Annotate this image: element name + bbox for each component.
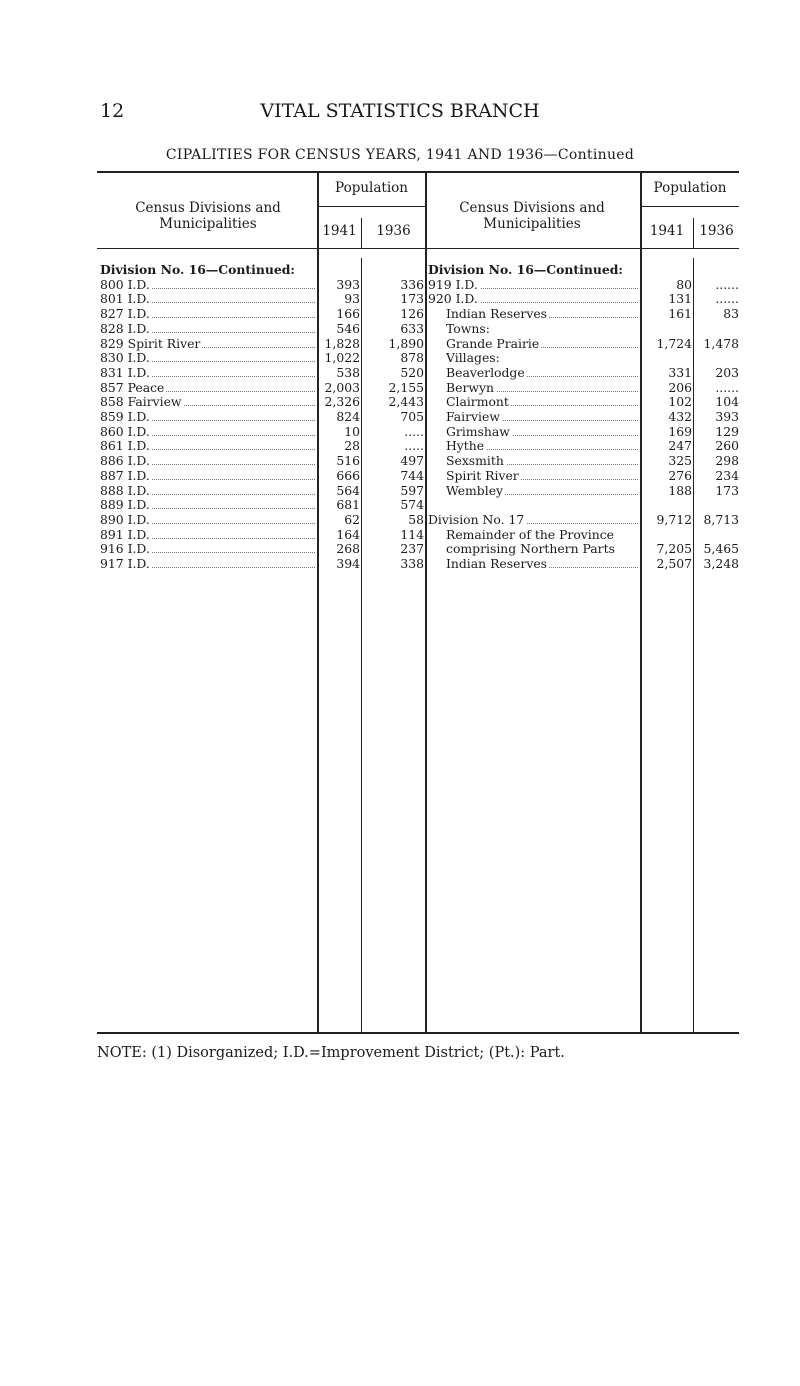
row-label-text: 887 I.D.	[100, 468, 150, 483]
row-label	[428, 292, 639, 306]
row-label	[446, 351, 639, 365]
value-1941: 62	[344, 511, 360, 527]
value-1936: .....	[404, 423, 424, 439]
row-label-text: 891 I.D.	[100, 527, 150, 542]
row-label-text: 829 Spirit River	[100, 336, 201, 351]
left-label-header: Census Divisions and Municipalities	[135, 200, 281, 232]
row-label-text: 857 Peace	[100, 380, 165, 395]
value-1936: 336	[400, 276, 424, 292]
value-1936: 2,443	[388, 394, 424, 410]
value-1941: 538	[336, 364, 360, 380]
row-label-text: Grande Prairie	[446, 336, 540, 351]
table-top-rule	[97, 171, 739, 173]
row-label-text: 827 I.D.	[100, 307, 150, 322]
row-label-text: Villages:	[446, 351, 500, 366]
row-label	[446, 395, 639, 409]
row-label-text: 860 I.D.	[100, 424, 150, 439]
value-1941: 2,326	[324, 394, 360, 410]
value-1936: .....	[404, 438, 424, 454]
row-label-text: 886 I.D.	[100, 454, 150, 469]
value-1941: 166	[336, 306, 360, 322]
value-1936: 58	[408, 511, 424, 527]
value-1941: 276	[668, 467, 692, 483]
row-label	[446, 337, 639, 351]
row-label-text: 800 I.D.	[100, 277, 150, 292]
row-label	[446, 439, 639, 453]
value-1936: 129	[715, 423, 739, 439]
row-label-text: 861 I.D.	[100, 439, 150, 454]
page-number: 12	[100, 100, 125, 122]
left-population-header: Population	[335, 180, 408, 196]
value-1941: 2,507	[656, 556, 692, 571]
value-1941: 1,828	[324, 335, 360, 351]
value-1941: 169	[668, 423, 692, 439]
value-1936: 5,465	[703, 541, 739, 557]
row-label-text: Grimshaw	[446, 424, 510, 439]
value-1936: 83	[723, 306, 739, 322]
value-1941: 188	[668, 482, 692, 498]
value-1941: 10	[344, 423, 360, 439]
row-label-text: 858 Fairview	[100, 395, 182, 410]
row-label-text: 919 I.D.	[428, 277, 478, 292]
footnote: NOTE: (1) Disorganized; I.D.=Improvement District; (Pt.): Part.	[97, 1045, 565, 1061]
row-label	[446, 410, 639, 424]
right-year-1941-header: 1941	[649, 223, 685, 239]
value-1936: 497	[400, 453, 424, 469]
row-label-text: 859 I.D.	[100, 410, 150, 424]
row-label	[446, 381, 639, 395]
value-1941: 331	[668, 364, 692, 380]
value-1936: 3,248	[703, 556, 739, 571]
row-label	[428, 513, 639, 527]
value-1936: 298	[715, 453, 739, 469]
row-label-text: Hythe	[446, 439, 485, 454]
row-label-text: Spirit River	[446, 468, 519, 483]
value-1941: 2,003	[324, 379, 360, 395]
row-label	[446, 528, 639, 542]
value-1936: 338	[400, 556, 424, 571]
row-label-text: Fairview	[446, 410, 500, 424]
value-1941: 131	[668, 291, 692, 307]
row-label	[428, 498, 639, 512]
value-1936: 126	[400, 306, 424, 322]
value-1936: ......	[715, 291, 739, 307]
row-label-text: Wembley	[446, 483, 504, 498]
value-1941: 681	[336, 497, 360, 513]
row-label-text: 889 I.D.	[100, 498, 150, 513]
value-1936: 393	[715, 409, 739, 424]
row-label-text: 801 I.D.	[100, 292, 150, 307]
row-label-text: 916 I.D.	[100, 542, 150, 557]
row-label	[100, 263, 316, 277]
value-1936: 705	[400, 409, 424, 424]
row-label-text: Towns:	[446, 321, 490, 336]
value-1941: 432	[668, 409, 692, 424]
value-1936: 1,478	[703, 335, 739, 351]
right-label-header: Census Divisions and Municipalities	[459, 200, 605, 232]
value-1936: 1,890	[388, 335, 424, 351]
value-1941: 394	[336, 556, 360, 571]
value-1941: 80	[676, 276, 692, 292]
row-label-text: 831 I.D.	[100, 365, 150, 380]
value-1941: 393	[336, 276, 360, 292]
table-subtitle: CIPALITIES FOR CENSUS YEARS, 1941 AND 1936—Continued	[165, 147, 635, 163]
row-label-text: 920 I.D.	[428, 292, 478, 307]
row-label-text: Indian Reserves	[446, 307, 548, 322]
value-1941: 564	[336, 482, 360, 498]
value-1941: 1,724	[656, 335, 692, 351]
row-label	[428, 278, 639, 292]
value-1941: 546	[336, 320, 360, 336]
row-label	[446, 542, 639, 556]
value-1941: 666	[336, 467, 360, 483]
row-label-text: 828 I.D.	[100, 321, 150, 336]
row-label-text: 890 I.D.	[100, 512, 150, 527]
row-label-text: Division No. 17	[428, 512, 525, 527]
value-1936: 173	[715, 482, 739, 498]
row-label-text: Remainder of the Province	[446, 527, 615, 542]
value-1941: 516	[336, 453, 360, 469]
row-label-text: Division No. 16—Continued:	[428, 263, 623, 277]
value-1941: 325	[668, 453, 692, 469]
row-label-text: Beaverlodge	[446, 365, 525, 380]
row-label	[428, 263, 639, 277]
value-1941: 824	[336, 409, 360, 424]
row-label	[446, 557, 639, 571]
value-1941: 102	[668, 394, 692, 410]
row-label-text: Berwyn	[446, 380, 494, 395]
row-label-text: 888 I.D.	[100, 483, 150, 498]
value-1936: 597	[400, 482, 424, 498]
right-population-rule	[641, 206, 739, 207]
value-1936: 633	[400, 320, 424, 336]
value-1941: 93	[344, 291, 360, 307]
value-1941: 268	[336, 541, 360, 557]
value-1941: 1,022	[324, 350, 360, 366]
value-1941: 9,712	[656, 511, 692, 527]
row-label-text: Sexsmith	[446, 454, 504, 469]
value-1936: 114	[400, 526, 424, 542]
header-bottom-rule	[97, 248, 739, 249]
value-1941: 7,205	[656, 541, 692, 557]
value-1936: 2,155	[388, 379, 424, 395]
value-1941: 247	[668, 438, 692, 454]
value-1936: ......	[715, 379, 739, 395]
value-1936: 878	[400, 350, 424, 366]
row-label-text: Indian Reserves	[446, 557, 548, 571]
row-label-text: Clairmont	[446, 395, 509, 410]
left-year-1941-header: 1941	[322, 223, 357, 239]
value-1936: ......	[715, 276, 739, 292]
value-1936: 574	[400, 497, 424, 513]
row-label-text	[428, 498, 430, 512]
value-1936: 8,713	[703, 511, 739, 527]
table-bottom-rule	[97, 1032, 739, 1034]
value-1941: 28	[344, 438, 360, 454]
value-1936: 173	[400, 291, 424, 307]
value-1936: 237	[400, 541, 424, 557]
right-year-1936-header: 1936	[699, 223, 734, 239]
value-1936: 203	[715, 364, 739, 380]
row-label	[446, 322, 639, 336]
value-1936: 260	[715, 438, 739, 454]
row-label	[446, 484, 639, 498]
value-1936: 234	[715, 467, 739, 483]
value-1936: 744	[400, 467, 424, 483]
value-1941: 206	[668, 379, 692, 395]
value-1936: 104	[715, 394, 739, 410]
row-label	[446, 366, 639, 380]
value-1941: 161	[668, 306, 692, 322]
row-label-text: 917 I.D.	[100, 557, 150, 571]
row-label	[446, 425, 639, 439]
left-population-rule	[318, 206, 425, 207]
row-label	[446, 469, 639, 483]
value-1936: 520	[400, 364, 424, 380]
row-label	[446, 307, 639, 321]
row-label-text: 830 I.D.	[100, 351, 150, 366]
left-year-1936-header: 1936	[376, 223, 411, 239]
running-head: VITAL STATISTICS BRANCH	[260, 100, 540, 122]
value-1941: 164	[336, 526, 360, 542]
right-population-header: Population	[653, 180, 727, 196]
row-label	[446, 454, 639, 468]
row-label-text: comprising Northern Parts	[446, 542, 615, 557]
row-label-text: Division No. 16—Continued:	[100, 263, 295, 277]
